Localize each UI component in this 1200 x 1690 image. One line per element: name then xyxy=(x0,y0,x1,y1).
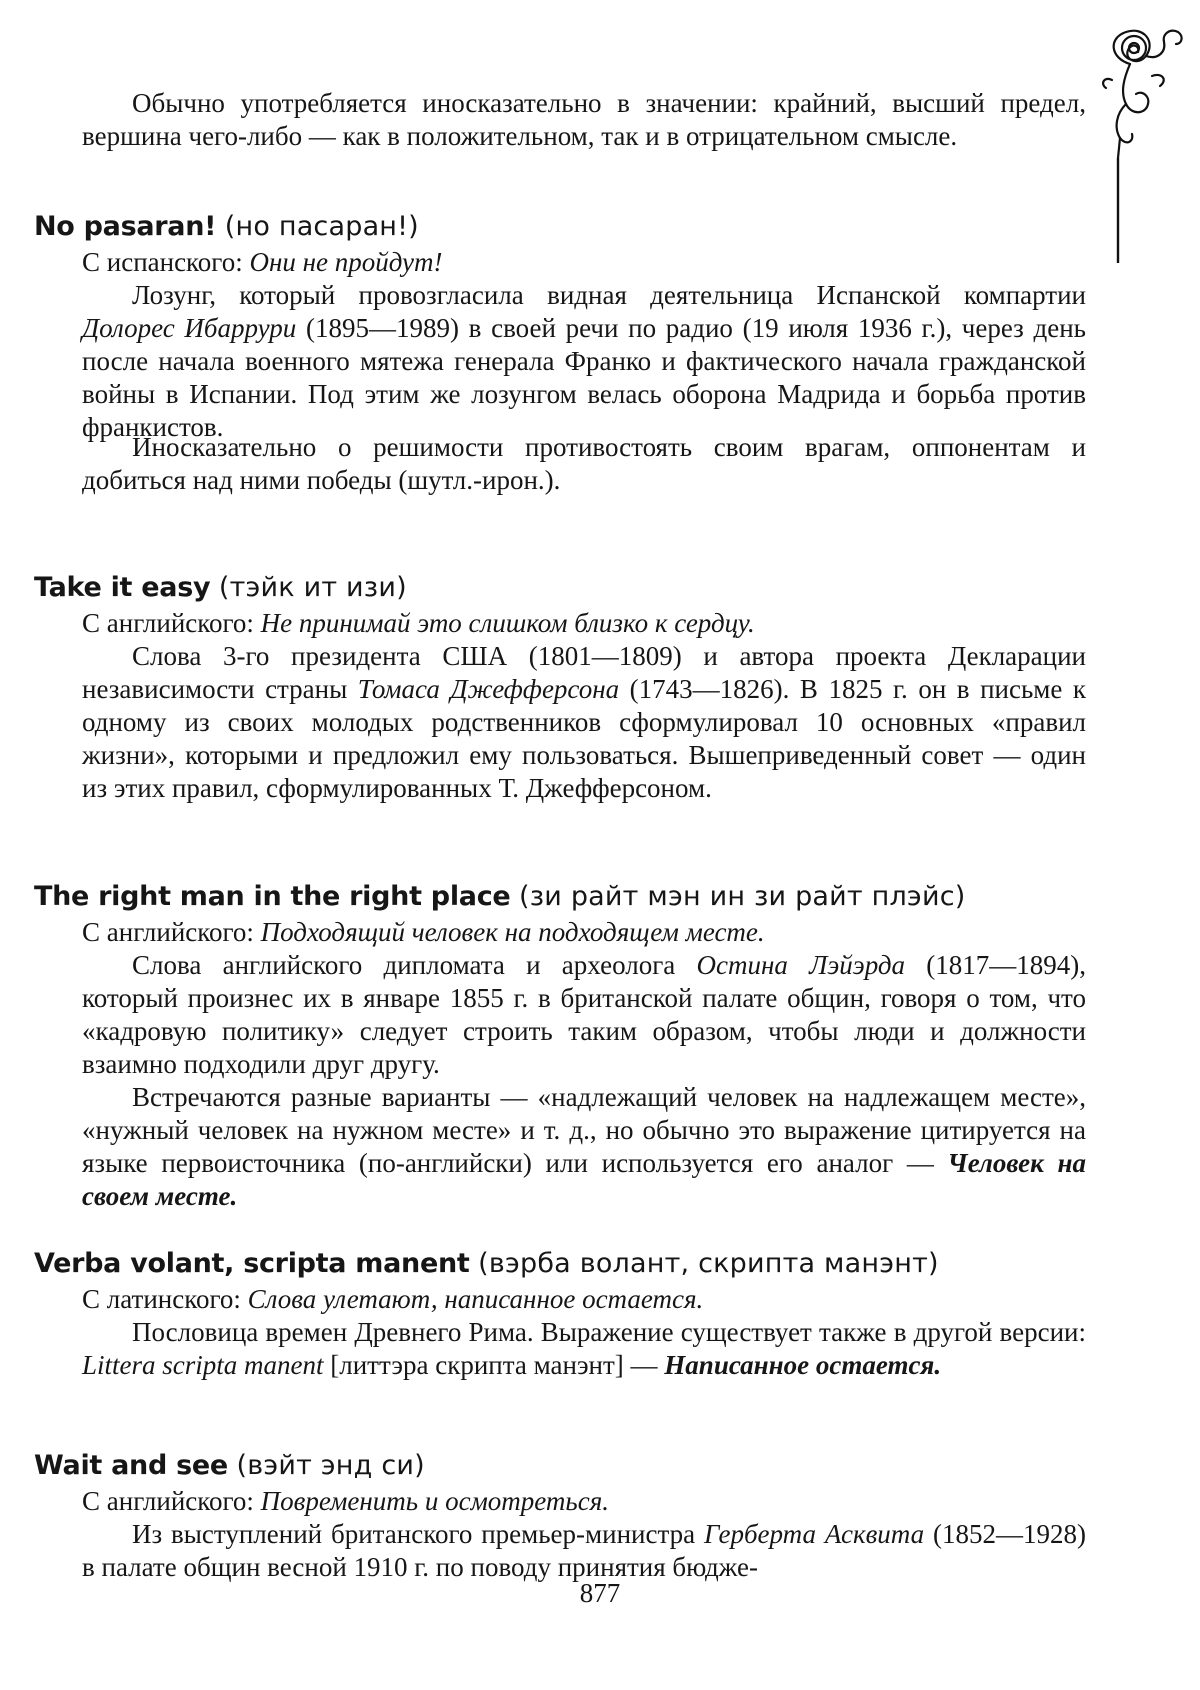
entry-source xyxy=(82,1485,1086,1518)
entry-source xyxy=(82,246,1086,279)
entry-paragraph xyxy=(82,1518,1086,1584)
entry-phrase: Verba volant, scripta manent xyxy=(34,1248,470,1279)
entry-heading xyxy=(34,880,1114,913)
source-prefix: С английского: xyxy=(82,1486,261,1516)
latin-phrase: Littera scripta manent xyxy=(82,1350,324,1380)
entry-source xyxy=(82,607,1086,640)
entry-transcription: (зи райт мэн ин зи райт плэйс) xyxy=(519,881,966,912)
source-prefix: С латинского: xyxy=(82,1284,248,1314)
paragraph-text: Слова английского дипломата и археолога xyxy=(132,950,697,980)
entry-transcription: (тэйк ит изи) xyxy=(218,572,407,603)
entry-paragraph xyxy=(82,949,1086,1081)
person-name: Томаса Джефферсона xyxy=(357,674,620,704)
person-name: Герберта Асквита xyxy=(703,1519,925,1549)
intro-paragraph: Обычно употребляется иносказательно в значении: крайний, высший предел, вершина чего-либо — как в положительном, так и в отрицательном смысле. xyxy=(82,88,1086,151)
paragraph-text: Лозунг, который провозгласила видная деятельница Испанской компартии xyxy=(132,280,1086,310)
paragraph-text: (1743—1826). В 1825 г. он в письме к одному из своих молодых родственников сформулировал 10 основных «правил жизни», которыми и предложил ему пользоваться. Вышеприведенный совет — один из этих правил, сформулированных Т. Джефферсоном. xyxy=(82,674,1086,803)
entry-transcription: (вэрба волант, скрипта манэнт) xyxy=(478,1248,939,1279)
paragraph-text: Слова 3-го президента США (1801—1809) и автора проекта Декларации независимости страны xyxy=(82,641,1086,704)
paragraph-text: Пословица времен Древнего Рима. Выражение существует также в другой версии: xyxy=(132,1317,1086,1347)
paragraph-text: [литтэра скрипта манэнт] — xyxy=(323,1350,665,1380)
paragraph-text: (1817—1894), который произнес их в январе 1855 г. в британской палате общин, говоря о том, что «кадровую политику» следует строить таким образом, чтобы люди и должности взаимно подходили друг другу. xyxy=(82,950,1086,1079)
source-translation: Подходящий человек на подходящем месте. xyxy=(260,917,765,947)
paragraph-text: Из выступлений британского премьер-министра xyxy=(132,1519,704,1549)
entry-heading xyxy=(34,210,1114,243)
entry-paragraph xyxy=(82,1316,1086,1382)
entry-transcription: (но пасаран!) xyxy=(224,211,419,242)
entry-phrase: Wait and see xyxy=(34,1450,228,1481)
entry-heading xyxy=(34,571,1114,604)
source-translation: Повременить и осмотреться. xyxy=(260,1486,609,1516)
entry-source xyxy=(82,1283,1086,1316)
source-translation: Не принимай это слишком близко к сердцу. xyxy=(260,608,755,638)
source-translation: Они не пройдут! xyxy=(249,247,443,277)
source-prefix: С испанского: xyxy=(82,247,250,277)
source-translation: Слова улетают, написанное остается. xyxy=(247,1284,704,1314)
entry-phrase: The right man in the right place xyxy=(34,881,511,912)
paragraph-text: Встречаются разные варианты — «надлежащий человек на надлежащем месте», «нужный человек на нужном месте» и т. д., но обычно это выражение цитируется на языке первоисточника (по-английски) или используется его аналог — xyxy=(82,1082,1086,1178)
entry-source xyxy=(82,916,1086,949)
emphasized-phrase: Написанное остается. xyxy=(664,1350,942,1380)
source-prefix: С английского: xyxy=(82,608,261,638)
entry-transcription: (вэйт энд си) xyxy=(236,1450,425,1481)
entry-phrase: Take it easy xyxy=(34,572,211,603)
entry-paragraph xyxy=(82,1081,1086,1213)
entry-paragraph: Иносказательно о решимости противостоять своим врагам, оппонентам и добиться над ними победы (шутл.-ирон.). xyxy=(82,432,1086,495)
emphasized-phrase: Человек на своем месте. xyxy=(82,1148,1086,1211)
paragraph-text: (1895—1989) в своей речи по радио (19 июля 1936 г.), через день после начала военного мятежа генерала Франко и фактического начала гражданской войны в Испании. Под этим же лозунгом велась оборона Мадрида и борьба против франкистов. xyxy=(82,313,1086,442)
entry-heading xyxy=(34,1449,1114,1482)
source-prefix: С английского: xyxy=(82,917,261,947)
person-name: Долорес Ибаррури xyxy=(82,313,297,343)
entry-phrase: No pasaran! xyxy=(34,211,217,242)
entry-paragraph xyxy=(82,279,1086,444)
paragraph-text: (1852—1928) в палате общин весной 1910 г. по поводу принятия бюдже- xyxy=(82,1519,1086,1582)
entry-paragraph xyxy=(82,640,1086,805)
entry-heading xyxy=(34,1247,1114,1280)
person-name: Остина Лэйэрда xyxy=(696,950,906,980)
page-number: 877 xyxy=(579,1578,621,1608)
